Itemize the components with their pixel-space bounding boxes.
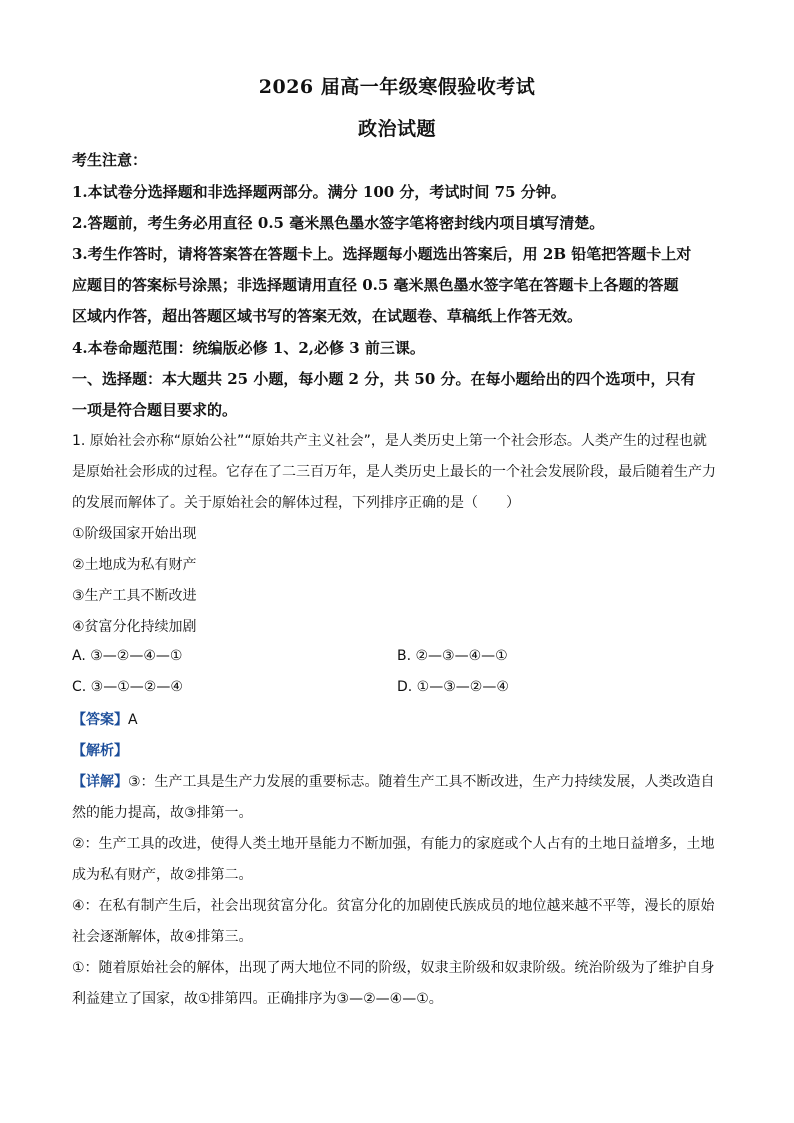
statement-item: ③生产工具不断改进: [72, 588, 197, 604]
statement-item: ②土地成为私有财产: [72, 557, 197, 573]
section-heading: 一、选择题：本大题共 25 小题，每小题 2 分，共 50 分。在每小题给出的四个选项中，只有: [72, 370, 696, 388]
notice-item: 2.答题前，考生务必用直径 0.5 毫米黑色墨水签字笔将密封线内项目填写清楚。: [72, 214, 605, 232]
notice-item: 3.考生作答时，请将答案答在答题卡上。选择题每小题选出答案后，用 2B 铅笔把答题卡上对: [72, 245, 692, 263]
detail-line: [72, 772, 722, 792]
notice-item: 区域内作答，超出答题区域书写的答案无效，在试题卷、草稿纸上作答无效。: [72, 307, 583, 325]
detail-text: ①：随着原始社会的解体，出现了两大地位不同的阶级，奴隶主阶级和奴隶阶级。统治阶级为了维护自身: [72, 960, 715, 976]
answer-value: A: [128, 712, 138, 728]
detail-text: ④：在私有制产生后，社会出现贫富分化。贫富分化的加剧使氏族成员的地位越来越不平等，漫长的原始: [72, 898, 715, 914]
option-a: A. ③—②—④—①: [72, 648, 183, 664]
option-b: B. ②—③—④—①: [397, 648, 508, 664]
option-d: D. ①—③—②—④: [397, 679, 509, 695]
statement-item: ④贫富分化持续加剧: [72, 619, 197, 635]
detail-text: 社会逐渐解体，故④排第三。: [72, 929, 253, 945]
detail-text: ③：生产工具是生产力发展的重要标志。随着生产工具不断改进，生产力持续发展，人类改造自: [128, 774, 715, 790]
analysis-line: [72, 741, 722, 761]
detail-text: 然的能力提高，故③排第一。: [72, 805, 253, 821]
notice-heading: 考生注意：: [72, 151, 148, 169]
detail-text: 成为私有财产，故②排第二。: [72, 867, 253, 883]
detail-text: ②：生产工具的改进，使得人类土地开垦能力不断加强，有能力的家庭或个人占有的土地日益增多，土地: [72, 836, 715, 852]
exam-subtitle: 政治试题: [357, 118, 436, 140]
question-stem: 是原始社会形成的过程。它存在了二三百万年，是人类历史上最长的一个社会发展阶段，最后随着生产力: [72, 464, 716, 480]
statement-item: ①阶级国家开始出现: [72, 526, 197, 542]
notice-item: 4.本卷命题范围：统编版必修 1、2,必修 3 前三课。: [72, 339, 425, 357]
notice-item: 1.本试卷分选择题和非选择题两部分。满分 100 分，考试时间 75 分钟。: [72, 183, 566, 201]
question-stem: 1. 原始社会亦称“原始公社”“原始共产主义社会”，是人类历史上第一个社会形态。人类产生的过程也就: [72, 433, 707, 449]
question-stem: 的发展而解体了。关于原始社会的解体过程，下列排序正确的是（ ）: [72, 495, 520, 511]
answer-line: [72, 710, 722, 730]
notice-item: 应题目的答案标号涂黑；非选择题请用直径 0.5 毫米黑色墨水签字笔在答题卡上各题的答题: [72, 276, 679, 294]
detail-text: 利益建立了国家，故①排第四。正确排序为③—②—④—①。: [72, 991, 443, 1007]
section-heading: 一项是符合题目要求的。: [72, 401, 238, 419]
detail-tag: 【详解】: [72, 774, 128, 790]
answer-tag: 【答案】: [72, 712, 128, 728]
exam-title: 2026 届高一年级寒假验收考试: [258, 76, 536, 98]
analysis-tag: 【解析】: [72, 743, 128, 759]
option-c: C. ③—①—②—④: [72, 679, 183, 695]
